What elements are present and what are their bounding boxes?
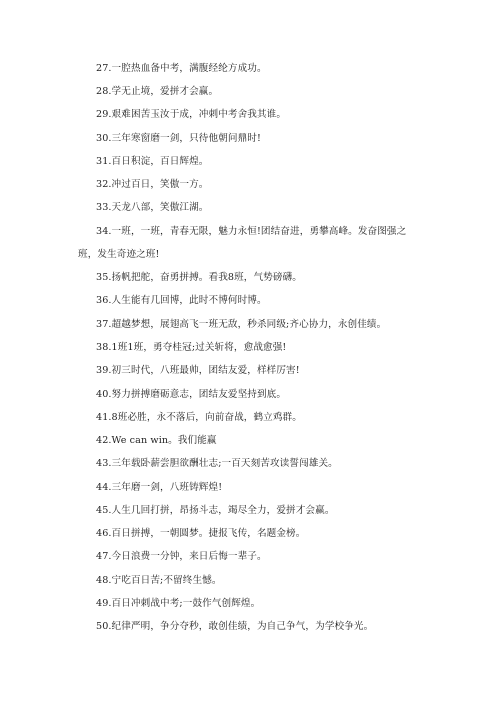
slogan-41: 41.8班必胜，永不落后，向前奋战，鹤立鸡群。 [96, 412, 302, 423]
slogan-34: 34.一班，一班，青春无限，魅力永恒!团结奋进，勇攀高峰。发奋图强之 [96, 226, 407, 237]
slogan-39: 39.初三时代，八班最帅，团结友爱，样样厉害! [96, 365, 300, 376]
slogan-47: 47.今日浪费一分钟，来日后悔一辈子。 [96, 551, 267, 562]
slogan-49: 49.百日冲刺战中考;一鼓作气创辉煌。 [96, 598, 261, 609]
slogan-35: 35.扬帆把舵，奋勇拼搏。看我8班，气势磅礴。 [96, 272, 302, 283]
slogan-38: 38.1班1班，勇夺桂冠;过关斩将，愈战愈强! [96, 342, 287, 353]
slogan-43: 43.三年载卧薪尝胆欲酬壮志;一百天刻苦攻读誓闯雄关。 [96, 458, 338, 469]
slogan-50: 50.纪律严明，争分夺秒，敢创佳绩，为自己争气，为学校争光。 [96, 621, 374, 632]
slogan-30: 30.三年寒窗磨一剑，只待他朝问鼎时! [96, 133, 261, 144]
slogan-48: 48.宁吃百日苦;不留终生憾。 [96, 575, 222, 586]
slogan-32: 32.冲过百日，笑傲一方。 [96, 179, 209, 190]
slogan-31: 31.百日积淀，百日辉煌。 [96, 156, 209, 167]
slogan-46: 46.百日拼搏，一朝圆梦。捷报飞传，名题金榜。 [96, 528, 306, 539]
slogan-42: 42.We can win。我们能赢 [96, 435, 217, 446]
slogan-36: 36.人生能有几回博，此时不博何时博。 [96, 295, 267, 306]
slogan-33: 33.天龙八部，笑傲江湖。 [96, 202, 209, 213]
slogan-27: 27.一腔热血备中考，满腹经纶方成功。 [96, 63, 267, 74]
slogan-44: 44.三年磨一剑，八班铸辉煌! [96, 482, 223, 493]
slogan-29: 29.艰难困苦玉汝于成，冲刺中考舍我其谁。 [96, 109, 287, 120]
slogan-34-continued: 班，发生奇迹之班! [78, 249, 160, 260]
slogan-37: 37.超越梦想，展翅高飞一班无敌，秒杀同级;齐心协力，永创佳绩。 [96, 319, 387, 330]
slogan-45: 45.人生几回打拼，昂扬斗志，竭尽全力，爱拼才会赢。 [96, 505, 335, 516]
slogan-28: 28.学无止境，爱拼才会赢。 [96, 86, 219, 97]
slogan-40: 40.努力拼搏磨砺意志，团结友爱坚持到底。 [96, 389, 287, 400]
